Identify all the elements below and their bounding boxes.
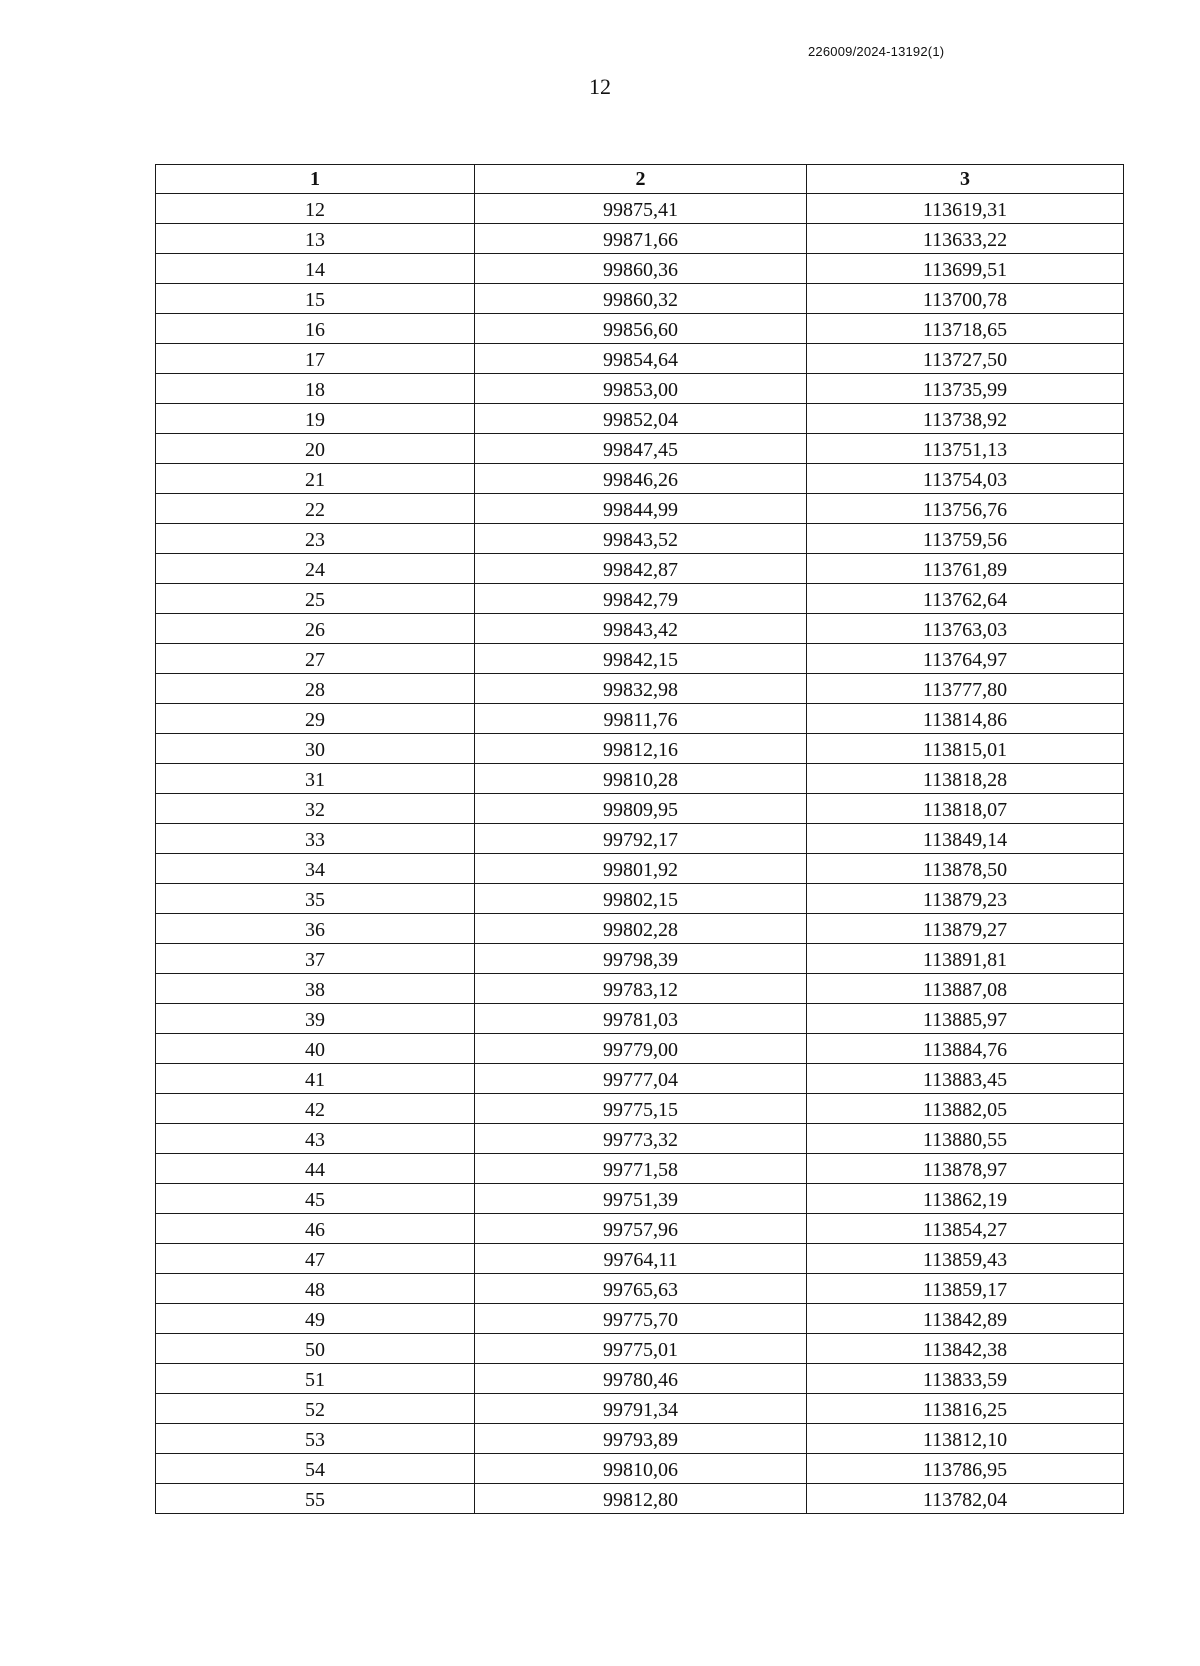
table-row bbox=[156, 494, 1124, 524]
y-coordinate-cell: 113891,81 bbox=[807, 944, 1124, 974]
table-row bbox=[156, 554, 1124, 584]
y-coordinate-cell: 113762,64 bbox=[807, 584, 1124, 614]
x-coordinate-cell: 99751,39 bbox=[475, 1184, 807, 1214]
table-row bbox=[156, 344, 1124, 374]
point-number-cell: 13 bbox=[156, 224, 475, 254]
table-body bbox=[156, 194, 1124, 1514]
y-coordinate-cell: 113818,07 bbox=[807, 794, 1124, 824]
y-coordinate-cell: 113818,28 bbox=[807, 764, 1124, 794]
y-coordinate-cell: 113882,05 bbox=[807, 1094, 1124, 1124]
point-number-cell: 47 bbox=[156, 1244, 475, 1274]
table-row bbox=[156, 1184, 1124, 1214]
point-number-cell: 44 bbox=[156, 1154, 475, 1184]
x-coordinate-cell: 99810,06 bbox=[475, 1454, 807, 1484]
x-coordinate-cell: 99812,16 bbox=[475, 734, 807, 764]
y-coordinate-cell: 113816,25 bbox=[807, 1394, 1124, 1424]
y-coordinate-cell: 113815,01 bbox=[807, 734, 1124, 764]
x-coordinate-cell: 99843,42 bbox=[475, 614, 807, 644]
x-coordinate-cell: 99843,52 bbox=[475, 524, 807, 554]
table-header-row bbox=[156, 165, 1124, 194]
point-number-cell: 32 bbox=[156, 794, 475, 824]
table-row bbox=[156, 464, 1124, 494]
y-coordinate-cell: 113699,51 bbox=[807, 254, 1124, 284]
y-coordinate-cell: 113751,13 bbox=[807, 434, 1124, 464]
table-row bbox=[156, 704, 1124, 734]
table-row bbox=[156, 794, 1124, 824]
y-coordinate-cell: 113763,03 bbox=[807, 614, 1124, 644]
table-row bbox=[156, 1004, 1124, 1034]
table-row bbox=[156, 1124, 1124, 1154]
point-number-cell: 52 bbox=[156, 1394, 475, 1424]
y-coordinate-cell: 113754,03 bbox=[807, 464, 1124, 494]
column-header-3: 3 bbox=[807, 165, 1124, 194]
point-number-cell: 35 bbox=[156, 884, 475, 914]
table-row bbox=[156, 914, 1124, 944]
y-coordinate-cell: 113854,27 bbox=[807, 1214, 1124, 1244]
table-row bbox=[156, 734, 1124, 764]
x-coordinate-cell: 99852,04 bbox=[475, 404, 807, 434]
table-row bbox=[156, 524, 1124, 554]
y-coordinate-cell: 113859,17 bbox=[807, 1274, 1124, 1304]
point-number-cell: 17 bbox=[156, 344, 475, 374]
table-row bbox=[156, 194, 1124, 224]
table-row bbox=[156, 1244, 1124, 1274]
x-coordinate-cell: 99765,63 bbox=[475, 1274, 807, 1304]
y-coordinate-cell: 113786,95 bbox=[807, 1454, 1124, 1484]
table-row bbox=[156, 1154, 1124, 1184]
point-number-cell: 30 bbox=[156, 734, 475, 764]
table-row bbox=[156, 314, 1124, 344]
y-coordinate-cell: 113735,99 bbox=[807, 374, 1124, 404]
y-coordinate-cell: 113782,04 bbox=[807, 1484, 1124, 1514]
x-coordinate-cell: 99771,58 bbox=[475, 1154, 807, 1184]
y-coordinate-cell: 113885,97 bbox=[807, 1004, 1124, 1034]
point-number-cell: 33 bbox=[156, 824, 475, 854]
point-number-cell: 14 bbox=[156, 254, 475, 284]
y-coordinate-cell: 113878,50 bbox=[807, 854, 1124, 884]
table-row bbox=[156, 404, 1124, 434]
point-number-cell: 29 bbox=[156, 704, 475, 734]
table-row bbox=[156, 1394, 1124, 1424]
table-row bbox=[156, 1364, 1124, 1394]
table-row bbox=[156, 1064, 1124, 1094]
y-coordinate-cell: 113761,89 bbox=[807, 554, 1124, 584]
table-row bbox=[156, 1304, 1124, 1334]
y-coordinate-cell: 113833,59 bbox=[807, 1364, 1124, 1394]
table-header bbox=[156, 165, 1124, 194]
x-coordinate-cell: 99854,64 bbox=[475, 344, 807, 374]
point-number-cell: 36 bbox=[156, 914, 475, 944]
x-coordinate-cell: 99802,15 bbox=[475, 884, 807, 914]
y-coordinate-cell: 113814,86 bbox=[807, 704, 1124, 734]
y-coordinate-cell: 113883,45 bbox=[807, 1064, 1124, 1094]
y-coordinate-cell: 113887,08 bbox=[807, 974, 1124, 1004]
table-row bbox=[156, 1454, 1124, 1484]
table-row bbox=[156, 944, 1124, 974]
x-coordinate-cell: 99846,26 bbox=[475, 464, 807, 494]
x-coordinate-cell: 99775,70 bbox=[475, 1304, 807, 1334]
point-number-cell: 50 bbox=[156, 1334, 475, 1364]
table-row bbox=[156, 1094, 1124, 1124]
table-row bbox=[156, 434, 1124, 464]
y-coordinate-cell: 113812,10 bbox=[807, 1424, 1124, 1454]
x-coordinate-cell: 99783,12 bbox=[475, 974, 807, 1004]
y-coordinate-cell: 113859,43 bbox=[807, 1244, 1124, 1274]
point-number-cell: 16 bbox=[156, 314, 475, 344]
point-number-cell: 31 bbox=[156, 764, 475, 794]
y-coordinate-cell: 113738,92 bbox=[807, 404, 1124, 434]
x-coordinate-cell: 99779,00 bbox=[475, 1034, 807, 1064]
point-number-cell: 21 bbox=[156, 464, 475, 494]
point-number-cell: 48 bbox=[156, 1274, 475, 1304]
x-coordinate-cell: 99764,11 bbox=[475, 1244, 807, 1274]
x-coordinate-cell: 99844,99 bbox=[475, 494, 807, 524]
point-number-cell: 51 bbox=[156, 1364, 475, 1394]
y-coordinate-cell: 113718,65 bbox=[807, 314, 1124, 344]
point-number-cell: 24 bbox=[156, 554, 475, 584]
x-coordinate-cell: 99809,95 bbox=[475, 794, 807, 824]
table-row bbox=[156, 1334, 1124, 1364]
x-coordinate-cell: 99842,87 bbox=[475, 554, 807, 584]
point-number-cell: 18 bbox=[156, 374, 475, 404]
table-row bbox=[156, 224, 1124, 254]
coordinates-table bbox=[155, 164, 1124, 1514]
table-row bbox=[156, 974, 1124, 1004]
x-coordinate-cell: 99842,15 bbox=[475, 644, 807, 674]
y-coordinate-cell: 113862,19 bbox=[807, 1184, 1124, 1214]
point-number-cell: 45 bbox=[156, 1184, 475, 1214]
point-number-cell: 27 bbox=[156, 644, 475, 674]
table-row bbox=[156, 1034, 1124, 1064]
y-coordinate-cell: 113878,97 bbox=[807, 1154, 1124, 1184]
point-number-cell: 43 bbox=[156, 1124, 475, 1154]
x-coordinate-cell: 99856,60 bbox=[475, 314, 807, 344]
point-number-cell: 34 bbox=[156, 854, 475, 884]
column-header-2: 2 bbox=[475, 165, 807, 194]
point-number-cell: 46 bbox=[156, 1214, 475, 1244]
point-number-cell: 12 bbox=[156, 194, 475, 224]
point-number-cell: 54 bbox=[156, 1454, 475, 1484]
y-coordinate-cell: 113880,55 bbox=[807, 1124, 1124, 1154]
point-number-cell: 38 bbox=[156, 974, 475, 1004]
y-coordinate-cell: 113700,78 bbox=[807, 284, 1124, 314]
x-coordinate-cell: 99777,04 bbox=[475, 1064, 807, 1094]
x-coordinate-cell: 99775,01 bbox=[475, 1334, 807, 1364]
y-coordinate-cell: 113842,89 bbox=[807, 1304, 1124, 1334]
x-coordinate-cell: 99775,15 bbox=[475, 1094, 807, 1124]
x-coordinate-cell: 99791,34 bbox=[475, 1394, 807, 1424]
x-coordinate-cell: 99802,28 bbox=[475, 914, 807, 944]
x-coordinate-cell: 99812,80 bbox=[475, 1484, 807, 1514]
x-coordinate-cell: 99842,79 bbox=[475, 584, 807, 614]
point-number-cell: 49 bbox=[156, 1304, 475, 1334]
table-row bbox=[156, 1274, 1124, 1304]
point-number-cell: 20 bbox=[156, 434, 475, 464]
table-row bbox=[156, 884, 1124, 914]
point-number-cell: 39 bbox=[156, 1004, 475, 1034]
table-row bbox=[156, 254, 1124, 284]
table-row bbox=[156, 644, 1124, 674]
x-coordinate-cell: 99860,36 bbox=[475, 254, 807, 284]
y-coordinate-cell: 113879,23 bbox=[807, 884, 1124, 914]
point-number-cell: 28 bbox=[156, 674, 475, 704]
table-row bbox=[156, 764, 1124, 794]
x-coordinate-cell: 99810,28 bbox=[475, 764, 807, 794]
point-number-cell: 53 bbox=[156, 1424, 475, 1454]
y-coordinate-cell: 113849,14 bbox=[807, 824, 1124, 854]
point-number-cell: 55 bbox=[156, 1484, 475, 1514]
x-coordinate-cell: 99780,46 bbox=[475, 1364, 807, 1394]
table-row bbox=[156, 1214, 1124, 1244]
x-coordinate-cell: 99792,17 bbox=[475, 824, 807, 854]
y-coordinate-cell: 113633,22 bbox=[807, 224, 1124, 254]
x-coordinate-cell: 99757,96 bbox=[475, 1214, 807, 1244]
x-coordinate-cell: 99798,39 bbox=[475, 944, 807, 974]
x-coordinate-cell: 99801,92 bbox=[475, 854, 807, 884]
point-number-cell: 15 bbox=[156, 284, 475, 314]
table-row bbox=[156, 824, 1124, 854]
column-header-1: 1 bbox=[156, 165, 475, 194]
point-number-cell: 19 bbox=[156, 404, 475, 434]
y-coordinate-cell: 113619,31 bbox=[807, 194, 1124, 224]
point-number-cell: 40 bbox=[156, 1034, 475, 1064]
point-number-cell: 37 bbox=[156, 944, 475, 974]
y-coordinate-cell: 113879,27 bbox=[807, 914, 1124, 944]
y-coordinate-cell: 113842,38 bbox=[807, 1334, 1124, 1364]
table-row bbox=[156, 854, 1124, 884]
document-id: 226009/2024-13192(1) bbox=[808, 44, 945, 59]
y-coordinate-cell: 113884,76 bbox=[807, 1034, 1124, 1064]
table-row bbox=[156, 614, 1124, 644]
x-coordinate-cell: 99793,89 bbox=[475, 1424, 807, 1454]
table-row bbox=[156, 374, 1124, 404]
x-coordinate-cell: 99832,98 bbox=[475, 674, 807, 704]
y-coordinate-cell: 113777,80 bbox=[807, 674, 1124, 704]
table-row bbox=[156, 674, 1124, 704]
x-coordinate-cell: 99875,41 bbox=[475, 194, 807, 224]
point-number-cell: 41 bbox=[156, 1064, 475, 1094]
y-coordinate-cell: 113759,56 bbox=[807, 524, 1124, 554]
point-number-cell: 26 bbox=[156, 614, 475, 644]
x-coordinate-cell: 99871,66 bbox=[475, 224, 807, 254]
x-coordinate-cell: 99860,32 bbox=[475, 284, 807, 314]
y-coordinate-cell: 113764,97 bbox=[807, 644, 1124, 674]
y-coordinate-cell: 113756,76 bbox=[807, 494, 1124, 524]
table-row bbox=[156, 1424, 1124, 1454]
table-row bbox=[156, 1484, 1124, 1514]
table-row bbox=[156, 584, 1124, 614]
x-coordinate-cell: 99781,03 bbox=[475, 1004, 807, 1034]
point-number-cell: 23 bbox=[156, 524, 475, 554]
point-number-cell: 22 bbox=[156, 494, 475, 524]
y-coordinate-cell: 113727,50 bbox=[807, 344, 1124, 374]
point-number-cell: 42 bbox=[156, 1094, 475, 1124]
table-row bbox=[156, 284, 1124, 314]
page-number: 12 bbox=[589, 74, 611, 99]
x-coordinate-cell: 99773,32 bbox=[475, 1124, 807, 1154]
x-coordinate-cell: 99847,45 bbox=[475, 434, 807, 464]
x-coordinate-cell: 99853,00 bbox=[475, 374, 807, 404]
x-coordinate-cell: 99811,76 bbox=[475, 704, 807, 734]
point-number-cell: 25 bbox=[156, 584, 475, 614]
